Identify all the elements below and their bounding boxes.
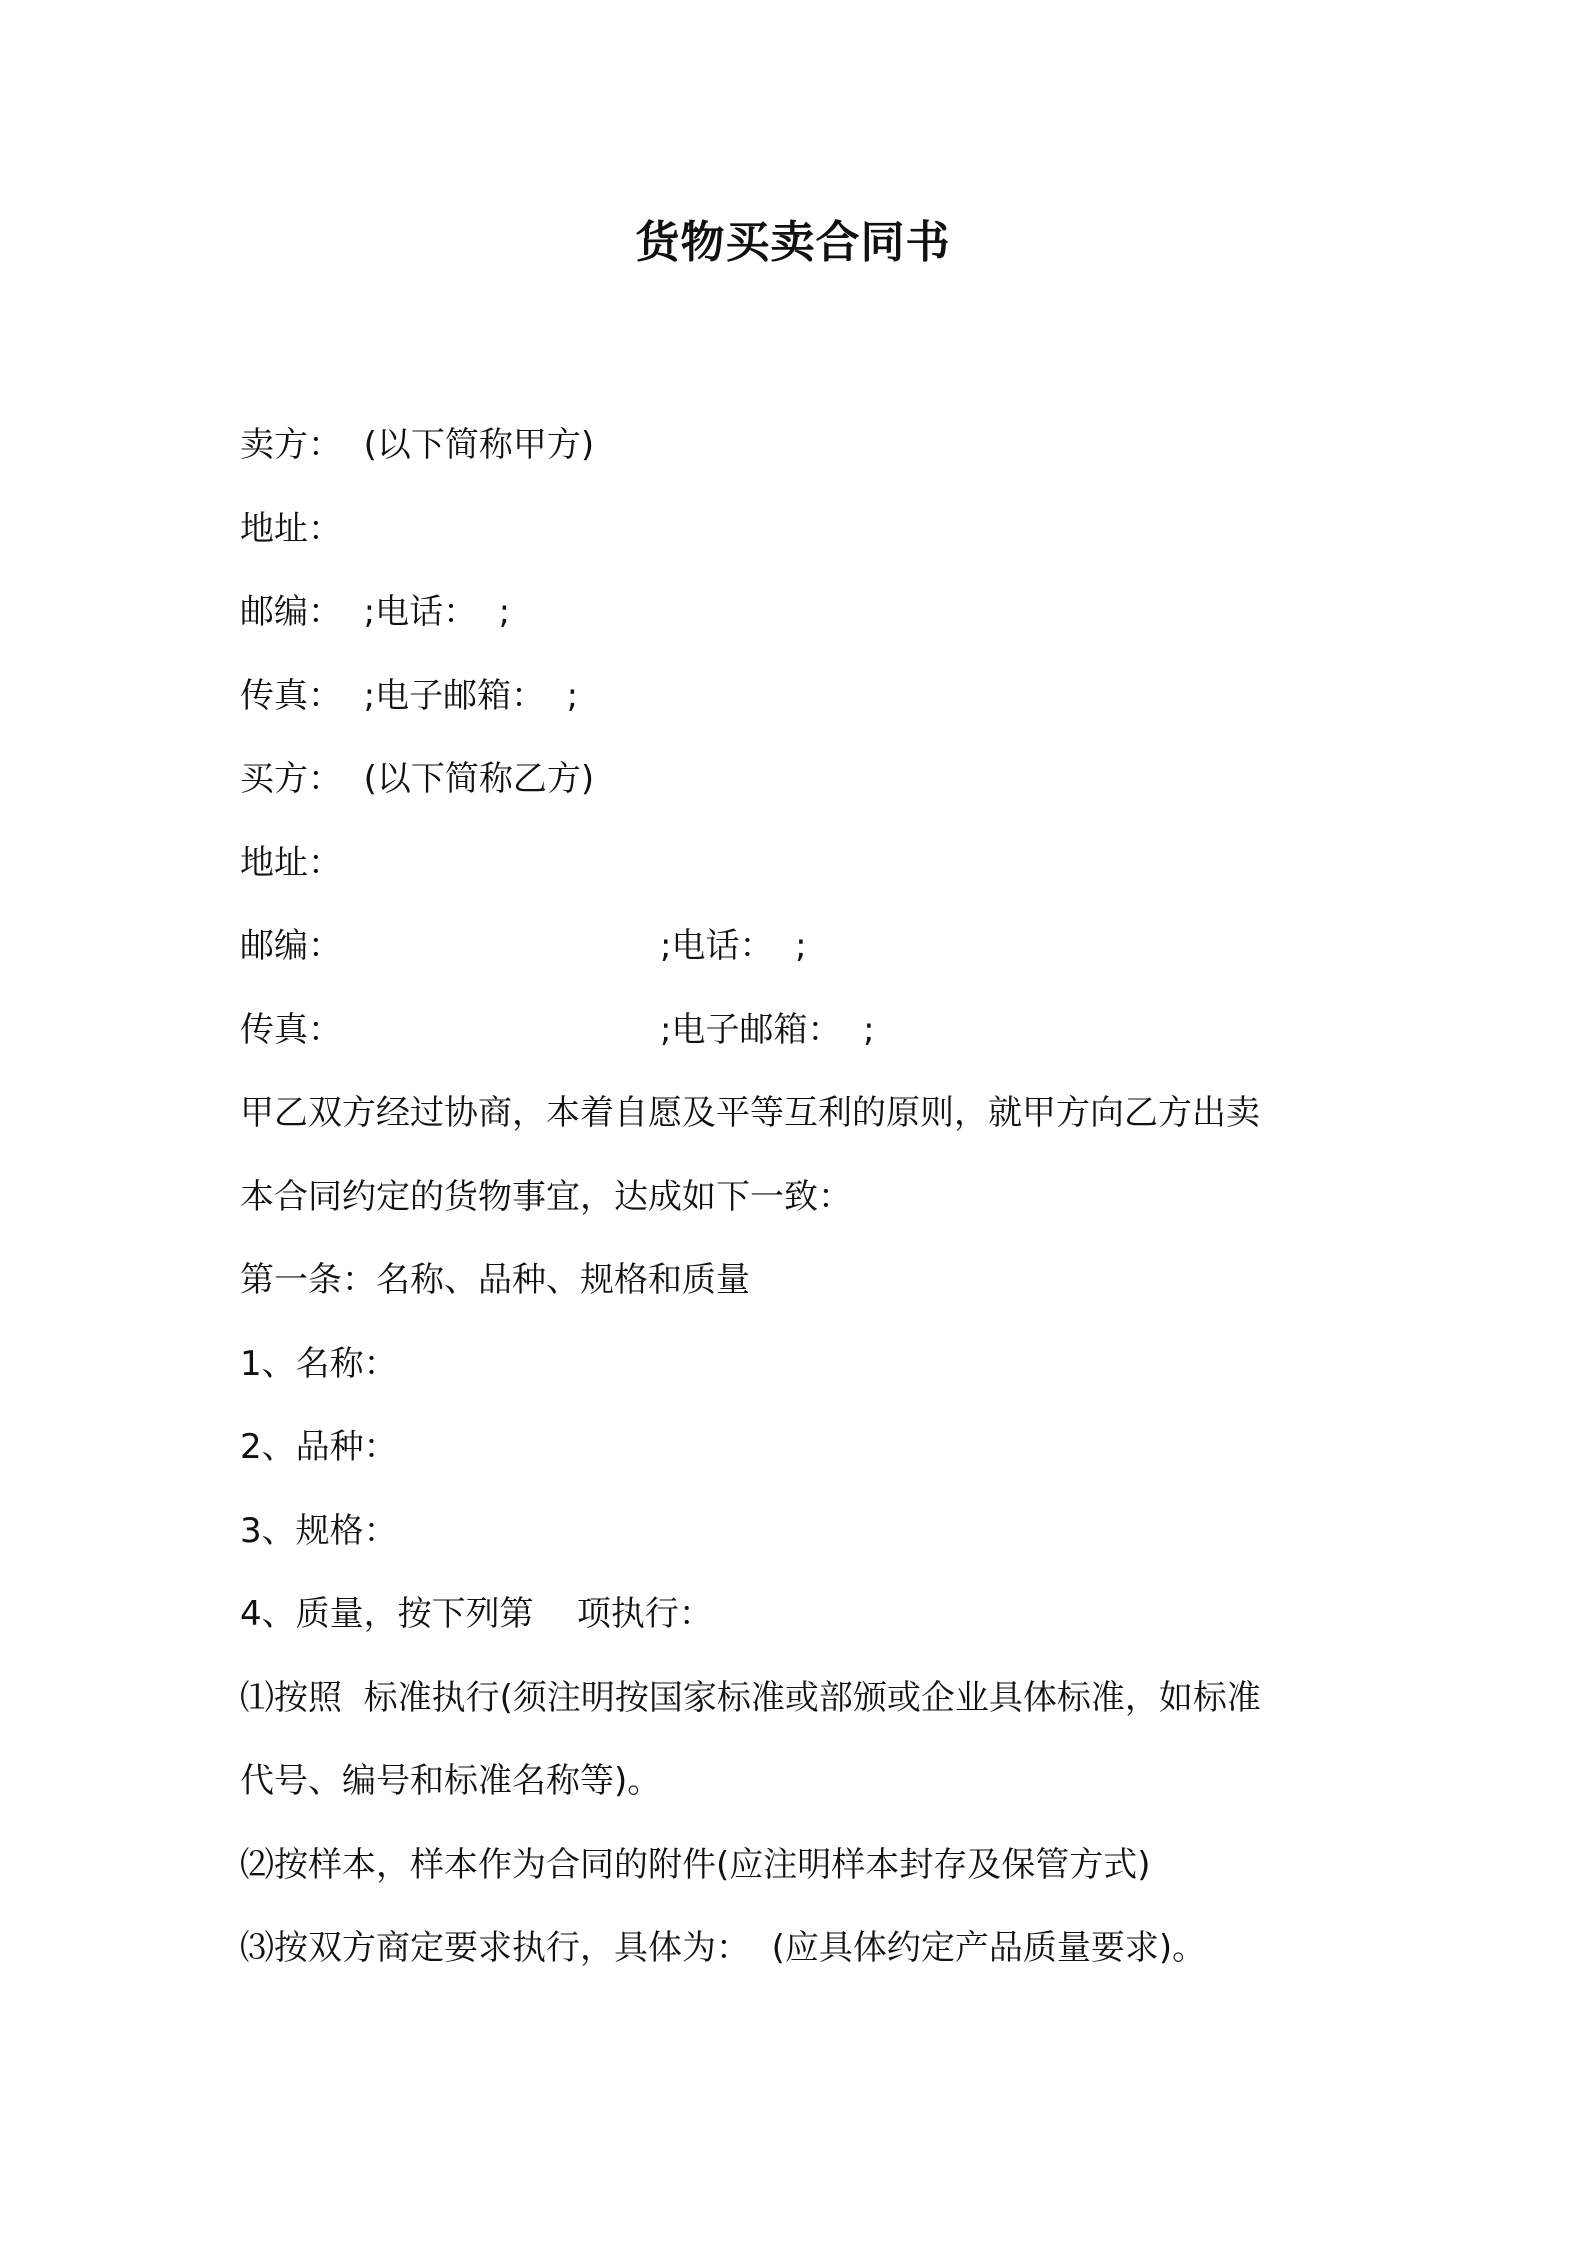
seller-line: 卖方： (以下简称甲方) (240, 425, 595, 465)
item-name: 1、名称： (240, 1343, 398, 1384)
quality-option-3: ⑶按双方商定要求执行，具体为： (应具体约定产品质量要求)。 (240, 1928, 1207, 1968)
preamble-line-2: 本合同约定的货物事宜，达成如下一致： (240, 1176, 852, 1217)
document-body (240, 404, 1360, 1991)
article-1-heading: 第一条：名称、品种、规格和质量 (240, 1260, 750, 1300)
quality-option-1-line-1: ⑴按照 标准执行(须注明按国家标准或部颁或企业具体标准，如标准 (240, 1677, 1261, 1718)
quality-option-2: ⑵按样本，样本作为合同的附件(应注明样本封存及保管方式) (240, 1844, 1151, 1885)
buyer-email-label: ;电子邮箱： ; (660, 1009, 875, 1050)
buyer-phone-label: ;电话： ; (660, 926, 807, 966)
document-title: 货物买卖合同书 (635, 217, 951, 268)
seller-address-line: 地址： (240, 508, 342, 549)
item-specification: 3、规格： (240, 1510, 398, 1551)
buyer-address-line: 地址： (240, 842, 342, 883)
buyer-fax-label: 传真： (240, 1009, 342, 1050)
item-variety: 2、品种： (240, 1427, 398, 1467)
preamble-line-1: 甲乙双方经过协商，本着自愿及平等互利的原则，就甲方向乙方出卖 (240, 1093, 1260, 1133)
quality-option-1-line-2: 代号、编号和标准名称等)。 (240, 1761, 662, 1801)
buyer-zip-phone-line (240, 905, 1360, 989)
buyer-fax-email-line (240, 989, 1360, 1073)
seller-zip-phone-line: 邮编： ;电话： ; (240, 592, 511, 632)
seller-fax-email-line: 传真： ;电子邮箱： ; (240, 675, 579, 716)
buyer-zip-label: 邮编： (240, 926, 342, 966)
buyer-line: 买方： (以下简称乙方) (240, 759, 595, 799)
item-quality: 4、质量，按下列第 项执行： (240, 1594, 713, 1634)
